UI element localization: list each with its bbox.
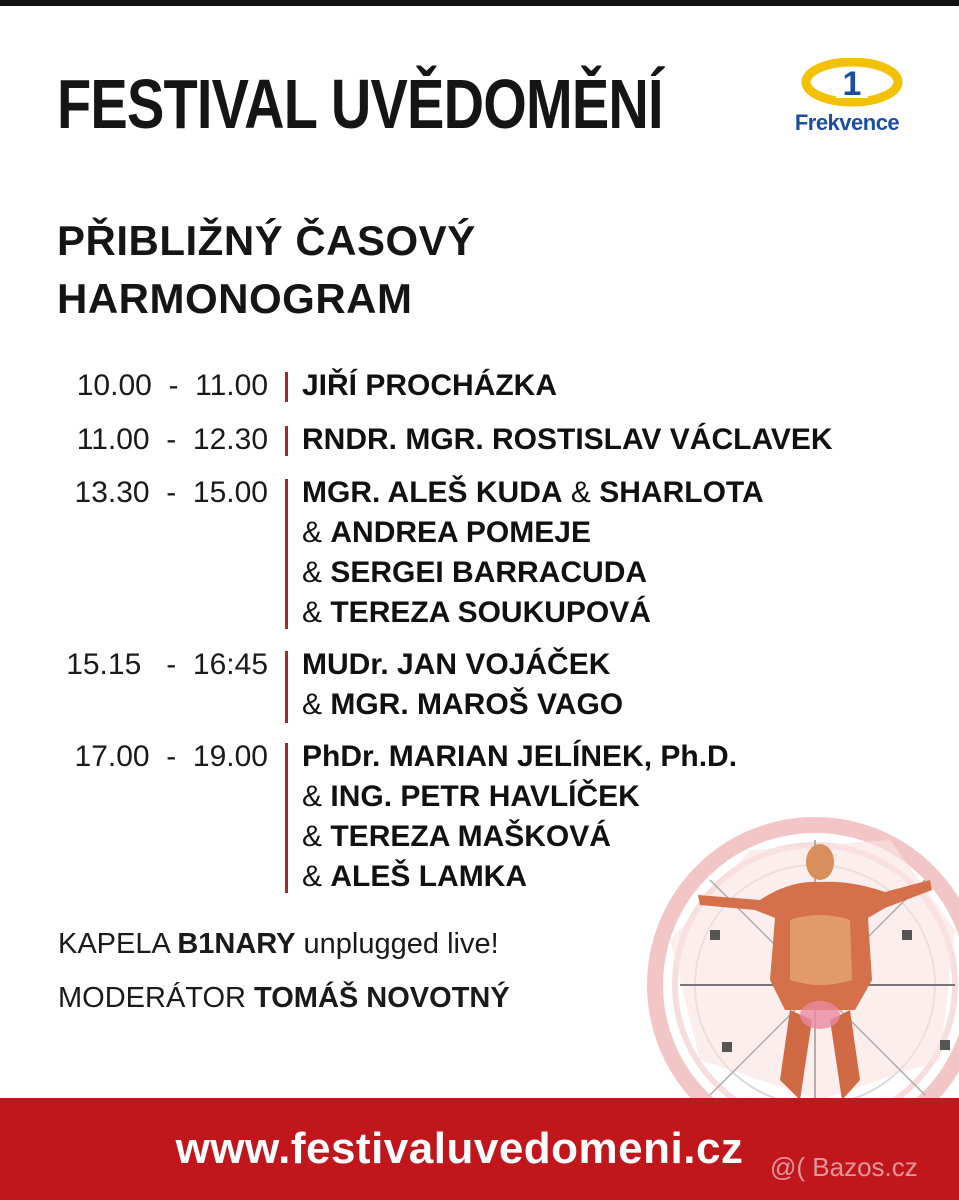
speaker-line (302, 737, 737, 777)
divider-bar (285, 479, 288, 629)
ampersand: & (302, 556, 331, 589)
speaker-line (302, 817, 611, 857)
speaker-name: PhDr. MARIAN JELÍNEK, Ph.D. (302, 740, 738, 773)
schedule-row (0, 420, 959, 462)
band-prefix: KAPELA (58, 928, 178, 960)
ampersand: & (302, 860, 331, 893)
speaker-line (302, 777, 640, 817)
speaker-line (302, 593, 651, 633)
moderator-line (58, 978, 510, 1018)
bazos-watermark: @( Bazos.cz (770, 1152, 918, 1182)
speaker-name: SERGEI BARRACUDA (330, 556, 648, 589)
speaker-name: ALEŠ LAMKA (330, 860, 528, 893)
ampersand: & (302, 688, 331, 721)
divider-bar (285, 743, 288, 893)
schedule-heading-line2: HARMONOGRAM (57, 275, 413, 322)
speaker-name: RNDR. MGR. ROSTISLAV VÁCLAVEK (302, 423, 833, 456)
website-link[interactable]: www.festivaluvedomeni.cz (175, 1124, 744, 1173)
frekvence1-logo[interactable] (780, 58, 910, 138)
time-slot: 11.00 - 12.30 (76, 423, 268, 456)
speaker-line (302, 857, 527, 897)
speaker-name: MGR. MAROŠ VAGO (330, 688, 624, 721)
schedule-heading (57, 212, 476, 328)
ampersand: & (302, 780, 331, 813)
speaker-line (302, 473, 764, 513)
speaker-line (302, 553, 647, 593)
schedule-row (0, 366, 959, 408)
schedule-row (0, 645, 959, 727)
divider-bar (285, 372, 288, 402)
moderator-name: TOMÁŠ NOVOTNÝ (254, 982, 510, 1014)
moderator-prefix: MODERÁTOR (58, 982, 255, 1014)
anatomy-figure-illustration (640, 810, 959, 1100)
speaker-name: TEREZA SOUKUPOVÁ (330, 596, 651, 629)
ampersand: & (302, 820, 331, 853)
festival-title: FESTIVAL UVĚDOMĚNÍ (57, 65, 663, 143)
divider-bar (285, 651, 288, 723)
ampersand: & (562, 476, 600, 509)
speaker-name: SHARLOTA (599, 476, 764, 509)
speaker-line (302, 645, 610, 685)
speaker-name: ING. PETR HAVLÍČEK (330, 780, 640, 813)
ampersand: & (302, 516, 331, 549)
time-slot: 17.00 - 19.00 (74, 740, 268, 773)
time-slot: 13.30 - 15.00 (74, 476, 268, 509)
band-name: B1NARY (177, 928, 296, 960)
speaker-line (302, 513, 591, 553)
speaker-line (302, 366, 557, 406)
time-slot: 15.15 - 16:45 (66, 648, 268, 681)
band-suffix: unplugged live! (295, 928, 499, 960)
speaker-name: MUDr. JAN VOJÁČEK (302, 648, 611, 681)
speaker-name: TEREZA MAŠKOVÁ (330, 820, 611, 853)
schedule-row (0, 473, 959, 635)
logo-text: Frekvence (794, 110, 900, 135)
divider-bar (285, 426, 288, 456)
logo-number: 1 (842, 65, 862, 103)
top-rule (0, 0, 959, 6)
time-slot: 10.00 - 11.00 (76, 369, 268, 402)
logo-ring-icon (780, 58, 910, 118)
speaker-name: ANDREA POMEJE (330, 516, 591, 549)
speaker-line (302, 420, 833, 460)
schedule-heading-line1: PŘIBLIŽNÝ ČASOVÝ (57, 217, 476, 264)
ampersand: & (302, 596, 331, 629)
speaker-name: MGR. ALEŠ KUDA (302, 476, 563, 509)
speaker-line (302, 685, 623, 725)
band-line (58, 924, 499, 964)
speaker-name: JIŘÍ PROCHÁZKA (302, 369, 558, 402)
footer-bar (0, 1098, 959, 1200)
